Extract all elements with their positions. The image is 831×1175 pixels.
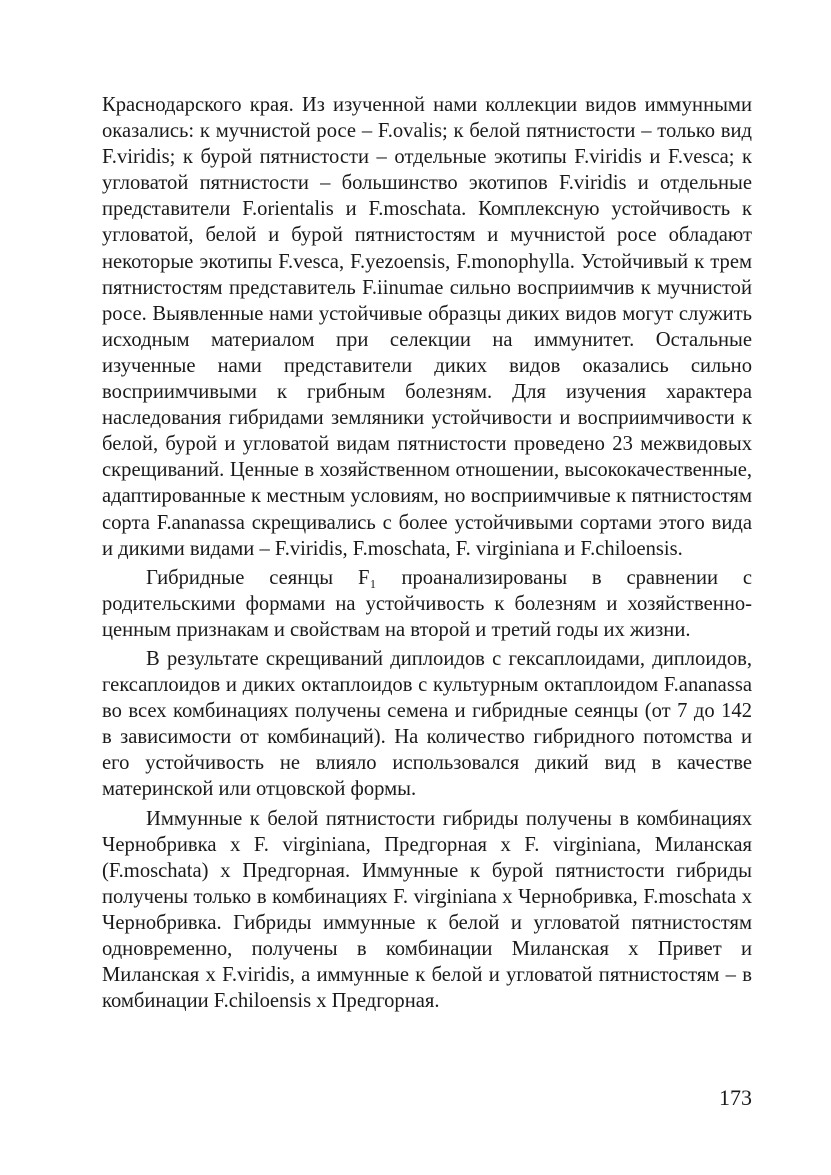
paragraph-2: Гибридные сеянцы F₁ проанализированы в сравнении с родительскими формами на устойчивость к болезням и хозяйственно-ценным признакам и свойствам на второй и третий годы их жизни. bbox=[102, 566, 752, 641]
paragraph-1: Краснодарского края. Из изученной нами коллекции видов иммунными оказались: к мучнистой росе – F.ovalis; к белой пятнистости – только вид F.viridis; к бурой пятнистости – отдельные экотипы F.viridis и F.vesca; к угловатой пятнистости – большинство экотипов F.viridis и отдельные представители F.orientalis и F.moschata. Комплексную устойчивость к угловатой, белой и бурой пятнистостям и мучнистой росе обладают некоторые экотипы F.vesca, F.yezoensis, F.monophylla. Устойчивый к трем пятнистостям представитель F.iinumae сильно восприимчив к мучнистой росе. Выявленные нами устойчивые образцы диких видов могут служить исходным материалом при селекции на иммунитет. Остальные изученные нами представители диких видов оказались сильно восприимчивыми к грибным болезням. Для изучения характера наследования гибридами земляники устойчивости и восприимчивости к белой, бурой и угловатой видам пятнистости проведено 23 межвидовых скрещиваний. Ценные в хозяйственном отношении, высококачественные, адаптированные к местным условиям, но восприимчивые к пятнистостям сорта F.ananassa скрещивались с более устойчивыми сортами этого вида и дикими видами – F.viridis, F.moschata, F. virginiana и F.chiloensis. bbox=[102, 94, 752, 560]
page-number: 173 bbox=[719, 1085, 752, 1110]
paragraph-4: Иммунные к белой пятнистости гибриды получены в комбинациях Чернобривка x F. virginiana, Предгорная x F. virginiana, Миланская (F.moschata) x Предгорная. Иммунные к бурой пятнистости гибриды получены только в комбинациях F. virginiana x Чернобривка, F.moschata x Чернобривка. Гибриды иммунные к белой и угловатой пятнистостям одновременно, получены в комбинации Миланская x Привет и Миланская x F.viridis, а иммунные к белой и угловатой пятнистостям – в комбинации F.chiloensis x Предгорная. bbox=[102, 807, 752, 1013]
paragraph-3: В результате скрещиваний диплоидов с гексаплоидами, диплоидов, гексаплоидов и диких октаплоидов с культурным октаплоидом F.ananassa во всех комбинациях получены семена и гибридные сеянцы (от 7 до 142 в зависимости от комбинаций). На количество гибридного потомства и его устойчивость не влияло использовался дикий вид в качестве материнской или отцовской формы. bbox=[102, 647, 752, 801]
body-text bbox=[102, 92, 752, 1014]
